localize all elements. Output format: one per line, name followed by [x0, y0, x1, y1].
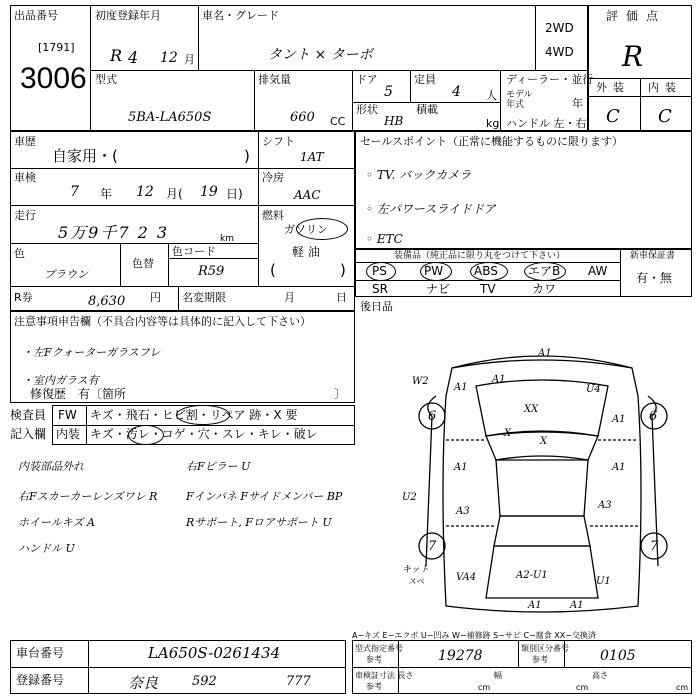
- notes-line-1: ・左Fクォーターガラスフレ: [22, 346, 161, 359]
- divider: [90, 70, 588, 71]
- shift-value: 1AT: [300, 150, 324, 164]
- color-code-value: R59: [198, 264, 225, 279]
- inspection-label: 車検: [14, 171, 36, 184]
- fuel-bracket: (: [270, 261, 276, 279]
- warranty-label: 新車保証書: [630, 251, 676, 261]
- model-year-unit: 年: [572, 97, 583, 110]
- divider: [518, 640, 519, 667]
- equip-ps: PS: [372, 264, 387, 278]
- equip-navi: ナビ: [426, 282, 451, 296]
- category-sub: 参考: [532, 655, 548, 664]
- name-change-day: 日: [336, 291, 347, 304]
- divider: [10, 667, 346, 668]
- color-label: 色: [14, 247, 25, 260]
- handnote-left-4: ハンドル U: [18, 542, 75, 555]
- divider: [254, 70, 255, 131]
- chassis-value: LA650S-0261434: [148, 644, 281, 662]
- car-roof: [496, 460, 588, 516]
- diagram-label: A1: [612, 462, 626, 473]
- diagram-label: W2: [412, 376, 429, 387]
- shape-label: 形状: [356, 103, 378, 116]
- equip-airbag: エアB: [528, 264, 561, 278]
- drive-2wd: 2WD: [545, 21, 574, 35]
- width-label: 幅: [494, 671, 502, 680]
- score-value: R: [622, 40, 644, 73]
- selling-point-3: ◦ ETC: [366, 232, 403, 246]
- mileage-run-unit: km: [220, 234, 234, 244]
- equip-pw: PW: [424, 264, 444, 278]
- divider: [88, 640, 89, 694]
- diagram-label: XX: [524, 404, 539, 415]
- capacity-label: 定員: [414, 73, 436, 86]
- car-grade-label: 車名・グレード: [202, 9, 279, 22]
- diagram-label: 7: [428, 539, 437, 554]
- fuel-bracket: ): [340, 261, 346, 279]
- rear-seat-label: 後日品: [360, 300, 393, 313]
- mileage-label: 積載: [416, 103, 438, 116]
- dealer-label: ディーラー・並行: [506, 73, 594, 86]
- cm-unit-2: cm: [576, 683, 589, 692]
- equip-sr: SR: [372, 282, 388, 296]
- cooler-label: 冷房: [262, 171, 284, 184]
- car-damage-diagram: [392, 336, 692, 626]
- selling-points-block: [355, 131, 692, 249]
- selling-point-1: ◦ TV. バックカメラ: [366, 168, 472, 182]
- handnote-right-1: 右Fピラー U: [186, 460, 251, 473]
- type-cert-label: 型式指定番号: [355, 644, 403, 653]
- displacement-value: 660: [290, 110, 315, 125]
- model-label: 型式: [95, 73, 117, 86]
- interior-value: C: [658, 106, 672, 127]
- cooler-value: AAC: [294, 188, 321, 202]
- divider: [168, 258, 258, 259]
- equip-aw: AW: [588, 264, 608, 278]
- notes-title: 注意事項申告欄（不具合内容等は具体的に記入して下さい）: [14, 315, 311, 328]
- doors-label: ドア: [356, 73, 378, 86]
- equip-circle-mark: [524, 262, 566, 281]
- diagram-note-sub: スペ: [408, 577, 424, 586]
- diagram-label: A1: [538, 348, 552, 359]
- reg-label: 登録番号: [16, 673, 65, 687]
- equip-circle-mark: [420, 262, 452, 281]
- history-close: ): [244, 147, 250, 165]
- displacement-unit: CC: [330, 115, 346, 128]
- lot-sub: [1791]: [38, 41, 75, 54]
- diagram-label: A2-U1: [516, 570, 548, 581]
- first-reg-year: 4: [128, 48, 139, 67]
- capacity-unit: 人: [486, 89, 497, 102]
- fuel-gasoline: ガソリン: [284, 223, 328, 236]
- equip-circle-mark: [366, 262, 396, 281]
- fw-circle-mark: [176, 405, 230, 425]
- shift-label: シフト: [262, 135, 295, 148]
- mileage-run-label: 走行: [14, 209, 36, 222]
- divider: [258, 131, 259, 286]
- divider: [10, 168, 355, 169]
- equip-tv: TV: [480, 282, 496, 296]
- capacity-value: 4: [452, 84, 461, 100]
- diagram-label: 6: [428, 409, 437, 424]
- history-value: 自家用・(: [52, 147, 118, 165]
- doors-value: 5: [384, 84, 393, 100]
- diagram-label: A1: [570, 600, 584, 611]
- color-change-label: 色替: [132, 257, 154, 270]
- model-value: 5BA-LA650S: [128, 110, 212, 125]
- diagram-label: A1: [454, 382, 468, 393]
- category-value: 0105: [600, 648, 636, 664]
- inspection-year: 7: [70, 184, 79, 200]
- handnote-left-2: 右Fスカーカーレンズワレ R: [18, 490, 158, 503]
- fw-items: キズ・飛石・ヒビ割・リペア 跡・X 要: [90, 408, 298, 422]
- equip-abs: ABS: [474, 264, 498, 278]
- history-label: 車歴: [14, 135, 36, 148]
- divider: [352, 667, 692, 668]
- lot-label: 出品番号: [14, 9, 58, 22]
- diagram-label: 7: [650, 539, 659, 554]
- first-reg-label: 初度登録年月: [95, 9, 161, 22]
- handnote-right-2: Fインパネ Fサイドメンバー BP: [186, 490, 343, 503]
- recycle-unit: 円: [150, 291, 161, 304]
- diagram-label: A3: [456, 506, 470, 517]
- fuel-diesel: 軽 油: [292, 245, 320, 259]
- notes-line-2: ・室内ガラス有: [22, 374, 99, 387]
- interior-items: キズ・汚レ・コゲ・穴・スレ・キレ・破レ: [90, 427, 318, 441]
- handnote-left-3: ホイールキズ A: [18, 516, 95, 529]
- repair-close: 〕: [334, 387, 347, 401]
- diagram-label: A3: [598, 500, 612, 511]
- first-reg-era: R: [110, 46, 123, 65]
- divider: [535, 5, 536, 70]
- diagram-label: U2: [402, 492, 417, 503]
- divider: [168, 243, 169, 286]
- inspection-day-unit: 日): [226, 187, 243, 201]
- diagram-label: 6: [649, 409, 658, 424]
- divider: [640, 78, 641, 131]
- reg-class: 592: [192, 674, 217, 689]
- equip-circle-mark: [470, 262, 508, 281]
- inspector-label-2: 記入欄: [10, 427, 47, 441]
- name-change-month: 月: [284, 291, 295, 304]
- divider: [86, 405, 87, 445]
- score-label: 評価点: [606, 9, 667, 23]
- equip-leather: カワ: [532, 282, 557, 296]
- diagram-label: VA4: [456, 572, 477, 583]
- lot-number: 3006: [20, 62, 87, 95]
- chassis-label: 車台番号: [16, 646, 65, 660]
- first-reg-month: 12: [160, 50, 178, 66]
- divider: [120, 243, 121, 286]
- handnote-left-1: 内装部品外れ: [18, 460, 84, 473]
- handnote-right-3: Rサポート, Fロアサポート U: [186, 516, 332, 529]
- height-label: 高さ: [592, 671, 608, 680]
- recycle-label: R券: [14, 291, 33, 304]
- diagram-label: A1: [454, 462, 468, 473]
- selling-points-title: セールスポイント（正常に機能するものに限ります）: [360, 135, 624, 148]
- diagram-label: A1: [528, 600, 542, 611]
- interior-label: 内装: [648, 81, 682, 94]
- inspection-month-unit: 月(: [166, 187, 183, 201]
- diagram-label: A1: [612, 414, 626, 425]
- displacement-label: 排気量: [258, 73, 291, 86]
- warranty-value: 有・無: [636, 271, 673, 285]
- shape-value: HB: [384, 114, 404, 128]
- equipment-title: 装備品（純正品に限り丸をつけて下さい）: [394, 251, 566, 261]
- divider: [90, 5, 91, 131]
- exterior-value: C: [606, 106, 620, 127]
- color-code-label: 色コード: [172, 245, 216, 258]
- divider: [178, 286, 179, 311]
- fuel-label: 燃料: [262, 209, 284, 222]
- inspection-month: 12: [136, 184, 154, 200]
- diagram-label: X: [540, 436, 548, 447]
- inspection-year-unit: 年: [100, 187, 113, 201]
- selling-point-2: ◦ 左パワースライドドア: [366, 202, 496, 216]
- name-change-label: 名変期限: [182, 291, 226, 304]
- divider: [10, 286, 355, 287]
- fuel-circle-mark: [296, 218, 348, 240]
- diagram-label: U1: [596, 576, 611, 587]
- reg-number: 777: [286, 674, 311, 689]
- cm-unit-3: cm: [676, 683, 689, 692]
- cm-unit-1: cm: [478, 683, 491, 692]
- type-cert-sub: 参考: [366, 655, 382, 664]
- recycle-value: 8,630: [88, 294, 126, 309]
- car-grade-value: タント × ターボ: [268, 47, 373, 63]
- interior-row-label: 内装: [56, 427, 81, 441]
- length-label: 車検証寸法 長さ: [355, 671, 414, 680]
- repair-label: 修復歴 有〔箇所: [30, 387, 127, 401]
- divider: [52, 425, 355, 426]
- divider: [410, 70, 411, 102]
- model-year-label: モデル年式: [506, 90, 533, 110]
- diagram-label: U4: [586, 384, 601, 395]
- category-label: 類別区分番号: [521, 644, 569, 653]
- diagram-label: X: [504, 428, 512, 439]
- car-rear-window: [494, 516, 590, 546]
- handle-label: ハンドル 左・右: [506, 117, 587, 130]
- inspector-label-1: 検査員: [10, 408, 47, 422]
- diagram-label: A1: [492, 374, 506, 385]
- exterior-label: 外装: [596, 81, 630, 94]
- type-cert-value: 19278: [438, 648, 483, 664]
- divider: [500, 70, 501, 131]
- inspection-day: 19: [200, 184, 218, 200]
- first-reg-month-unit: 月: [184, 53, 195, 66]
- mileage-run-value: 5万9千7 2 3: [58, 223, 170, 242]
- color-value: ブラウン: [44, 268, 88, 281]
- length-sub: 参考: [366, 682, 382, 691]
- fw-label: FW: [58, 408, 77, 422]
- interior-circle-mark: [128, 425, 164, 445]
- diagram-note-mark: キット: [402, 565, 429, 575]
- damage-legend: A−キズ E−エクボ U−凹み W−補修跡 S−サビ C−腐食 XX−交換済: [352, 631, 596, 640]
- divider: [352, 70, 353, 131]
- drive-4wd: 4WD: [545, 45, 574, 59]
- divider: [10, 205, 355, 206]
- divider: [198, 5, 199, 70]
- reg-area: 奈良: [128, 674, 159, 692]
- divider: [620, 249, 621, 297]
- mileage-unit: kg: [486, 117, 500, 130]
